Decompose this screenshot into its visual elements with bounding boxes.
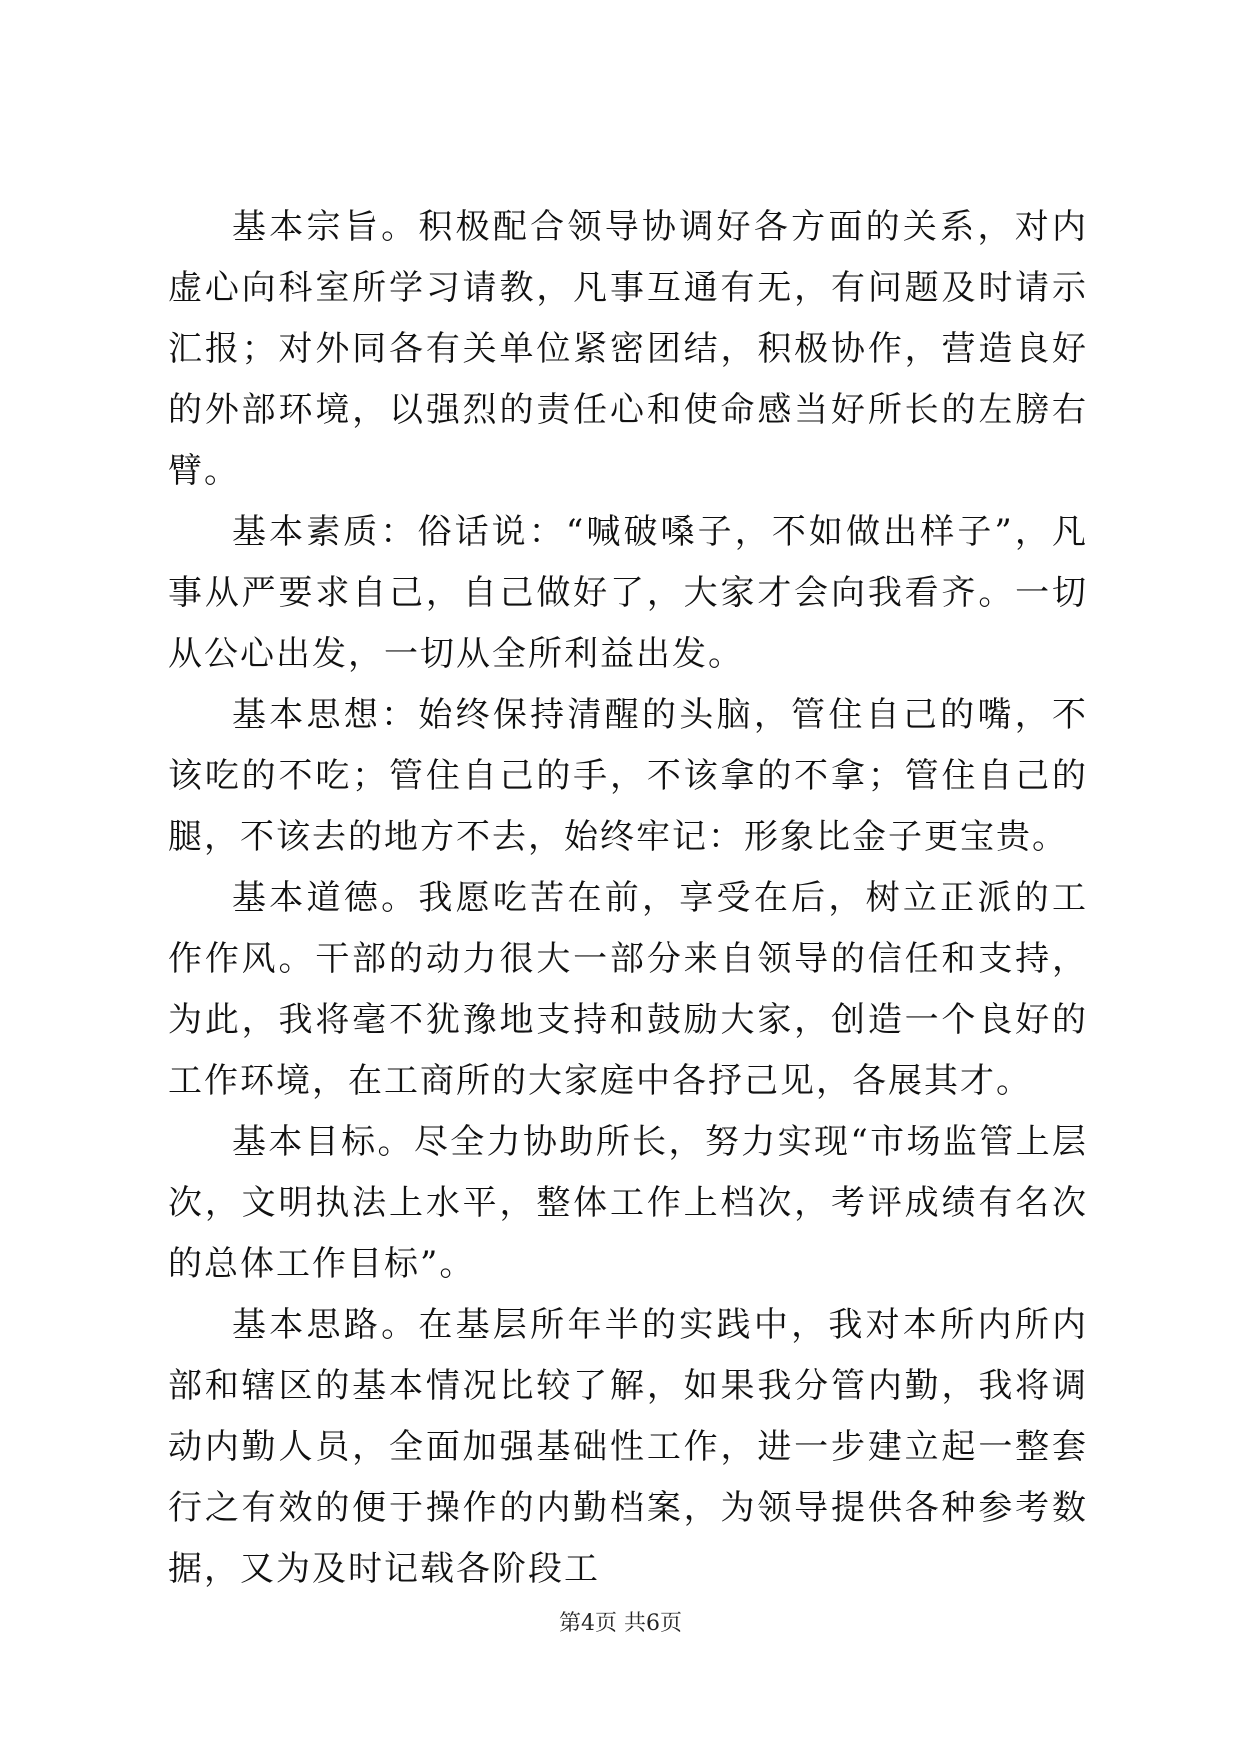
paragraph-basic-quality: 基本素质：俗话说：“喊破嗓子，不如做出样子”，凡事从严要求自己，自己做好了，大家才会向我看齐。一切从公心出发，一切从全所利益出发。 (168, 512, 1088, 674)
paragraph-basic-purpose: 基本宗旨。积极配合领导协调好各方面的关系，对内虚心向科室所学习请教，凡事互通有无，有问题及时请示汇报；对外同各有关单位紧密团结，积极协作，营造良好的外部环境，以强烈的责任心和使命感当好所长的左膀右臂。 (168, 207, 1088, 491)
paragraph-basic-thought: 基本思想：始终保持清醒的头脑，管住自己的嘴，不该吃的不吃；管住自己的手，不该拿的不拿；管住自己的腿，不该去的地方不去，始终牢记：形象比金子更宝贵。 (168, 695, 1088, 857)
paragraph-basic-morality: 基本道德。我愿吃苦在前，享受在后，树立正派的工作作风。干部的动力很大一部分来自领导的信任和支持，为此，我将毫不犹豫地支持和鼓励大家，创造一个良好的工作环境，在工商所的大家庭中各抒己见，各展其才。 (168, 878, 1088, 1101)
paragraph-basic-approach: 基本思路。在基层所年半的实践中，我对本所内所内部和辖区的基本情况比较了解，如果我分管内勤，我将调动内勤人员，全面加强基础性工作，进一步建立起一整套行之有效的便于操作的内勤档案，为领导提供各种参考数据，又为及时记载各阶段工 (168, 1305, 1088, 1589)
document-body (168, 197, 1088, 1600)
page-footer (0, 1606, 1241, 1637)
page-number-label: 第4页 共6页 (559, 1611, 682, 1636)
paragraph-basic-goal: 基本目标。尽全力协助所长，努力实现“市场监管上层次，文明执法上水平，整体工作上档次，考评成绩有名次的总体工作目标”。 (168, 1122, 1088, 1284)
